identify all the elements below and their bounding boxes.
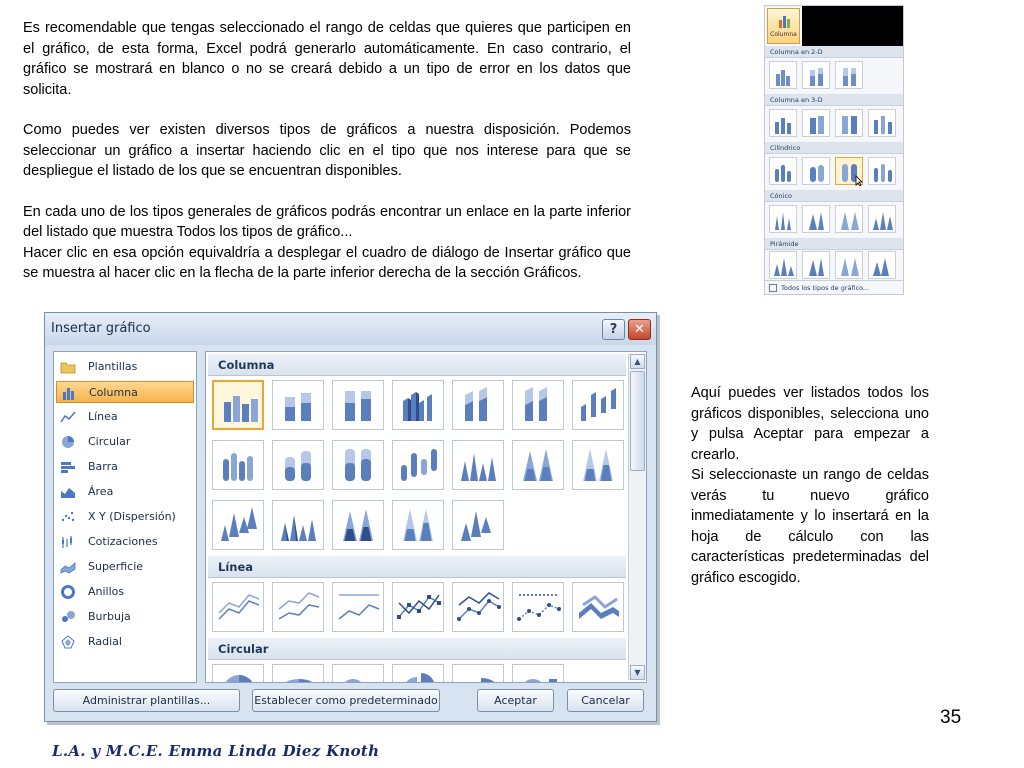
subtype-clustered-pyramid[interactable] xyxy=(272,500,324,550)
chart-type-label: Plantillas xyxy=(88,360,138,373)
chart-type-label: Cotizaciones xyxy=(88,535,158,548)
subtype-stacked-cone[interactable] xyxy=(512,440,564,490)
scroll-down-icon[interactable]: ▼ xyxy=(630,665,645,680)
gallery-black-area xyxy=(802,6,904,46)
chart-type-scatter[interactable] xyxy=(56,506,194,528)
line-chart-icon xyxy=(60,410,76,424)
chart-type-area[interactable] xyxy=(56,481,194,503)
chart-type-list xyxy=(53,351,197,683)
column-chart-icon xyxy=(61,386,77,400)
gallery-tile[interactable] xyxy=(868,109,896,137)
chart-type-label: Columna xyxy=(89,386,138,399)
paragraph-3: En cada uno de los tipos generales de gráficos podrás encontrar un enlace en la parte inferior del listado que muestra Todos los tipos de gráfico... xyxy=(23,203,631,240)
bar-chart-icon xyxy=(60,460,76,474)
subtype-clustered-cone[interactable] xyxy=(452,440,504,490)
gallery-tile[interactable] xyxy=(769,205,797,233)
gallery-tile[interactable] xyxy=(802,205,830,233)
gallery-tile[interactable] xyxy=(802,109,830,137)
subtype-bar-of-pie[interactable] xyxy=(512,664,564,683)
subtype-3d-pyramid[interactable] xyxy=(452,500,504,550)
subtype-line-markers[interactable] xyxy=(392,582,444,632)
chart-type-label: Área xyxy=(88,485,114,498)
gallery-section-cylinder: Cilíndrico xyxy=(765,142,903,154)
subtype-3d-exploded-pie[interactable] xyxy=(452,664,504,683)
side-explanation xyxy=(691,383,929,588)
subtype-100-stacked-line[interactable] xyxy=(332,582,384,632)
doughnut-chart-icon xyxy=(60,585,76,599)
page-number: 35 xyxy=(940,707,962,728)
gallery-tile[interactable] xyxy=(835,205,863,233)
scroll-up-icon[interactable]: ▲ xyxy=(630,354,645,369)
subtype-3d-stacked-column[interactable] xyxy=(452,380,504,430)
subtype-3d-line[interactable] xyxy=(572,582,624,632)
radar-chart-icon xyxy=(60,635,76,649)
section-pie: Circular xyxy=(208,638,626,660)
gallery-section-cone: Cónico xyxy=(765,190,903,202)
subtype-3d-cone[interactable] xyxy=(212,500,264,550)
gallery-tile[interactable] xyxy=(868,157,896,185)
folder-icon xyxy=(60,360,76,374)
column-chart-gallery xyxy=(764,5,904,295)
bubble-chart-icon xyxy=(60,610,76,624)
chart-type-label: Línea xyxy=(88,410,118,423)
subtype-100-stacked-column[interactable] xyxy=(332,380,384,430)
pie-chart-icon xyxy=(60,435,76,449)
chart-subtype-gallery xyxy=(205,351,647,683)
subtype-100-stacked-cylinder[interactable] xyxy=(332,440,384,490)
help-button[interactable]: ? xyxy=(602,319,625,340)
chart-type-radar[interactable] xyxy=(56,631,194,653)
intro-text xyxy=(23,18,631,284)
close-button[interactable]: ✕ xyxy=(628,319,651,340)
subtype-stacked-cylinder[interactable] xyxy=(272,440,324,490)
paragraph-2: Como puedes ver existen diversos tipos de gráficos a nuestra disposición. Podemos seleccionar un gráfico a insertar haciendo clic en el tipo que nos interese para que se despliegue el listado de los que se encuentran disponibles. xyxy=(23,122,631,179)
section-column: Columna xyxy=(208,354,626,376)
gallery-tile[interactable] xyxy=(802,157,830,185)
subtype-100-stacked-pyramid[interactable] xyxy=(392,500,444,550)
insert-chart-dialog xyxy=(44,312,657,722)
manage-templates-button[interactable]: Administrar plantillas... xyxy=(53,689,240,712)
gallery-tile[interactable] xyxy=(868,251,896,279)
gallery-section-pyramid: Pirámide xyxy=(765,238,903,250)
scatter-chart-icon xyxy=(60,510,76,524)
chart-type-label: Circular xyxy=(88,435,131,448)
gallery-tile[interactable] xyxy=(835,61,863,89)
chart-type-column[interactable] xyxy=(56,381,194,403)
subtype-exploded-pie[interactable] xyxy=(392,664,444,683)
chart-type-bar[interactable] xyxy=(56,456,194,478)
set-default-button[interactable]: Establecer como predeterminado xyxy=(252,689,440,712)
surface-chart-icon xyxy=(60,560,76,574)
gallery-tile[interactable] xyxy=(769,109,797,137)
gallery-tile[interactable] xyxy=(769,251,797,279)
ok-button[interactable]: Aceptar xyxy=(477,689,554,712)
gallery-tile[interactable] xyxy=(802,61,830,89)
chart-type-label: X Y (Dispersión) xyxy=(88,510,176,523)
gallery-tile[interactable] xyxy=(769,61,797,89)
chart-type-line[interactable] xyxy=(56,406,194,428)
gallery-tile[interactable] xyxy=(802,251,830,279)
subtype-100-stacked-cone[interactable] xyxy=(572,440,624,490)
stock-chart-icon xyxy=(60,535,76,549)
chart-type-pie[interactable] xyxy=(56,431,194,453)
chart-type-label: Radial xyxy=(88,635,122,648)
subtype-3d-cylinder[interactable] xyxy=(392,440,444,490)
subtype-stacked-line[interactable] xyxy=(272,582,324,632)
subtype-3d-pie[interactable] xyxy=(272,664,324,683)
subtype-clustered-cylinder[interactable] xyxy=(212,440,264,490)
chart-type-doughnut[interactable] xyxy=(56,581,194,603)
dialog-title: Insertar gráfico xyxy=(51,321,151,336)
subtype-clustered-column[interactable] xyxy=(212,380,264,430)
dialog-titlebar xyxy=(45,313,656,345)
subtype-100-stacked-line-markers[interactable] xyxy=(512,582,564,632)
gallery-tile[interactable] xyxy=(835,251,863,279)
paragraph-4: Hacer clic en esa opción equivaldría a desplegar el cuadro de diálogo de Insertar gráfico que se muestra al hacer clic en la flecha de la parte inferior derecha de la sección Gráficos. xyxy=(23,244,631,281)
column-ribbon-label: Columna xyxy=(770,31,797,38)
subtype-pie-of-pie[interactable] xyxy=(332,664,384,683)
section-line: Línea xyxy=(208,556,626,578)
scroll-thumb[interactable] xyxy=(630,371,645,471)
all-chart-types-label: Todos los tipos de gráfico... xyxy=(781,284,870,292)
chart-type-label: Superficie xyxy=(88,560,144,573)
subtype-3d-clustered-column[interactable] xyxy=(392,380,444,430)
footer-author: L.A. y M.C.E. Emma Linda Diez Knoth xyxy=(52,742,380,760)
chart-dialog-icon xyxy=(769,284,777,292)
all-chart-types-link[interactable] xyxy=(765,280,903,294)
subtype-pie[interactable] xyxy=(212,664,264,683)
side-paragraph-2: Si seleccionaste un rango de celdas verás tu nuevo gráfico inmediatamente y lo insertará en la hoja de cálculo con las características predeterminadas del gráfico escogido. xyxy=(691,467,929,586)
area-chart-icon xyxy=(60,485,76,499)
gallery-tile[interactable] xyxy=(868,205,896,233)
chart-type-label: Burbuja xyxy=(88,610,131,623)
subtype-stacked-line-markers[interactable] xyxy=(452,582,504,632)
column-chart-icon xyxy=(778,14,792,28)
gallery-section-column-3d: Columna en 3-D xyxy=(765,94,903,106)
chart-type-label: Barra xyxy=(88,460,118,473)
chart-type-label: Anillos xyxy=(88,585,125,598)
subtype-3d-100-stacked-column[interactable] xyxy=(512,380,564,430)
column-ribbon-button[interactable] xyxy=(767,8,800,44)
chart-type-templates[interactable] xyxy=(56,356,194,378)
side-paragraph-1: Aquí puedes ver listados todos los gráficos disponibles, selecciona uno y pulsa Aceptar para empezar a crearlo. xyxy=(691,385,929,463)
subtype-stacked-pyramid[interactable] xyxy=(332,500,384,550)
paragraph-1: Es recomendable que tengas seleccionado el rango de celdas que quieres que participen en el gráfico, de esta forma, Excel podrá generarlo automáticamente. En caso contrario, el gráfico se mostrará en blanco o no se creará debido a un tipo de error en los datos que solicita. xyxy=(23,20,631,98)
gallery-section-column-2d: Columna en 2-D xyxy=(765,46,903,58)
gallery-scrollbar[interactable] xyxy=(628,354,646,680)
chart-type-stock[interactable] xyxy=(56,531,194,553)
subtype-line[interactable] xyxy=(212,582,264,632)
gallery-tile-selected[interactable] xyxy=(835,157,863,185)
subtype-3d-column[interactable] xyxy=(572,380,624,430)
cancel-button[interactable]: Cancelar xyxy=(567,689,644,712)
gallery-tile[interactable] xyxy=(769,157,797,185)
chart-type-bubble[interactable] xyxy=(56,606,194,628)
gallery-header xyxy=(765,6,904,46)
subtype-stacked-column[interactable] xyxy=(272,380,324,430)
chart-type-surface[interactable] xyxy=(56,556,194,578)
gallery-tile[interactable] xyxy=(835,109,863,137)
